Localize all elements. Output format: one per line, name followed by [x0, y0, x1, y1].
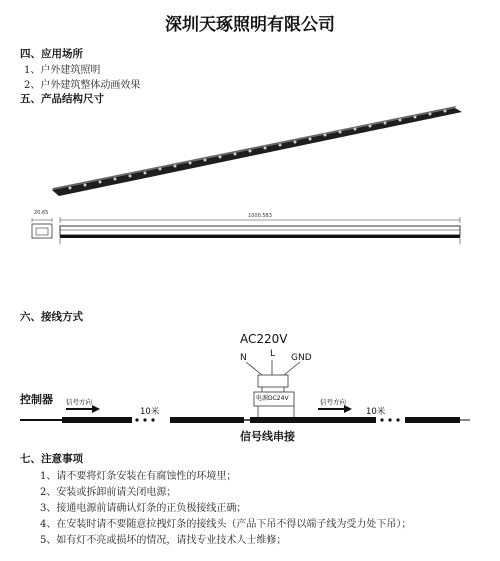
note-item-2: 2、安装或拆卸前请关闭电源； [40, 487, 177, 498]
signal-direction-label-1: 信号方向 [66, 398, 92, 406]
note-item-4: 4、在安装时请不要随意拉拽灯条的接线头（产品下吊不得以端子线为受力处下吊）； [40, 519, 412, 530]
light-bar-4 [300, 417, 376, 423]
section-application-heading: 四、应用场所 [20, 48, 83, 60]
light-bar-3 [250, 417, 300, 423]
application-item-2: 2、户外建筑整体动画效果 [24, 80, 141, 91]
neutral-label: N [240, 353, 247, 363]
dim-length: 1000.583 [248, 213, 272, 219]
distance-label-2: 10米 [366, 407, 386, 417]
ground-label: GND [291, 353, 312, 363]
live-label: L [270, 349, 276, 359]
arrow-right-icon [318, 405, 352, 413]
signal-direction-label-2: 信号方向 [320, 398, 346, 406]
light-bar-5 [405, 417, 460, 423]
power-supply-label: 电源DC24V [256, 395, 289, 402]
note-item-5: 5、如有灯不亮或损坏的情况，请找专业技术人士维修； [40, 535, 287, 546]
dim-profile: 20.65 [34, 210, 49, 216]
application-item-1: 1、户外建筑照明 [24, 65, 101, 76]
arrow-right-icon [66, 405, 100, 413]
light-bar-1 [62, 417, 132, 423]
controller-label: 控制器 [20, 393, 53, 406]
light-bar-2 [170, 417, 244, 423]
ac-voltage-label: AC220V [240, 332, 288, 346]
page-title: 深圳天琢照明有限公司 [165, 15, 335, 35]
section-structure-heading: 五、产品结构尺寸 [20, 93, 104, 105]
distance-label-1: 10米 [140, 407, 160, 417]
power-connector-box [258, 375, 288, 387]
section-wiring-heading: 六、接线方式 [20, 311, 83, 323]
note-item-1: 1、请不要将灯条安装在有腐蚀性的环境里； [40, 471, 237, 482]
wiring-caption: 信号线串接 [240, 430, 295, 443]
section-notes-heading: 七、注意事项 [20, 453, 83, 465]
note-item-3: 3、接通电源前请确认灯条的正负极接线正确； [40, 503, 247, 514]
